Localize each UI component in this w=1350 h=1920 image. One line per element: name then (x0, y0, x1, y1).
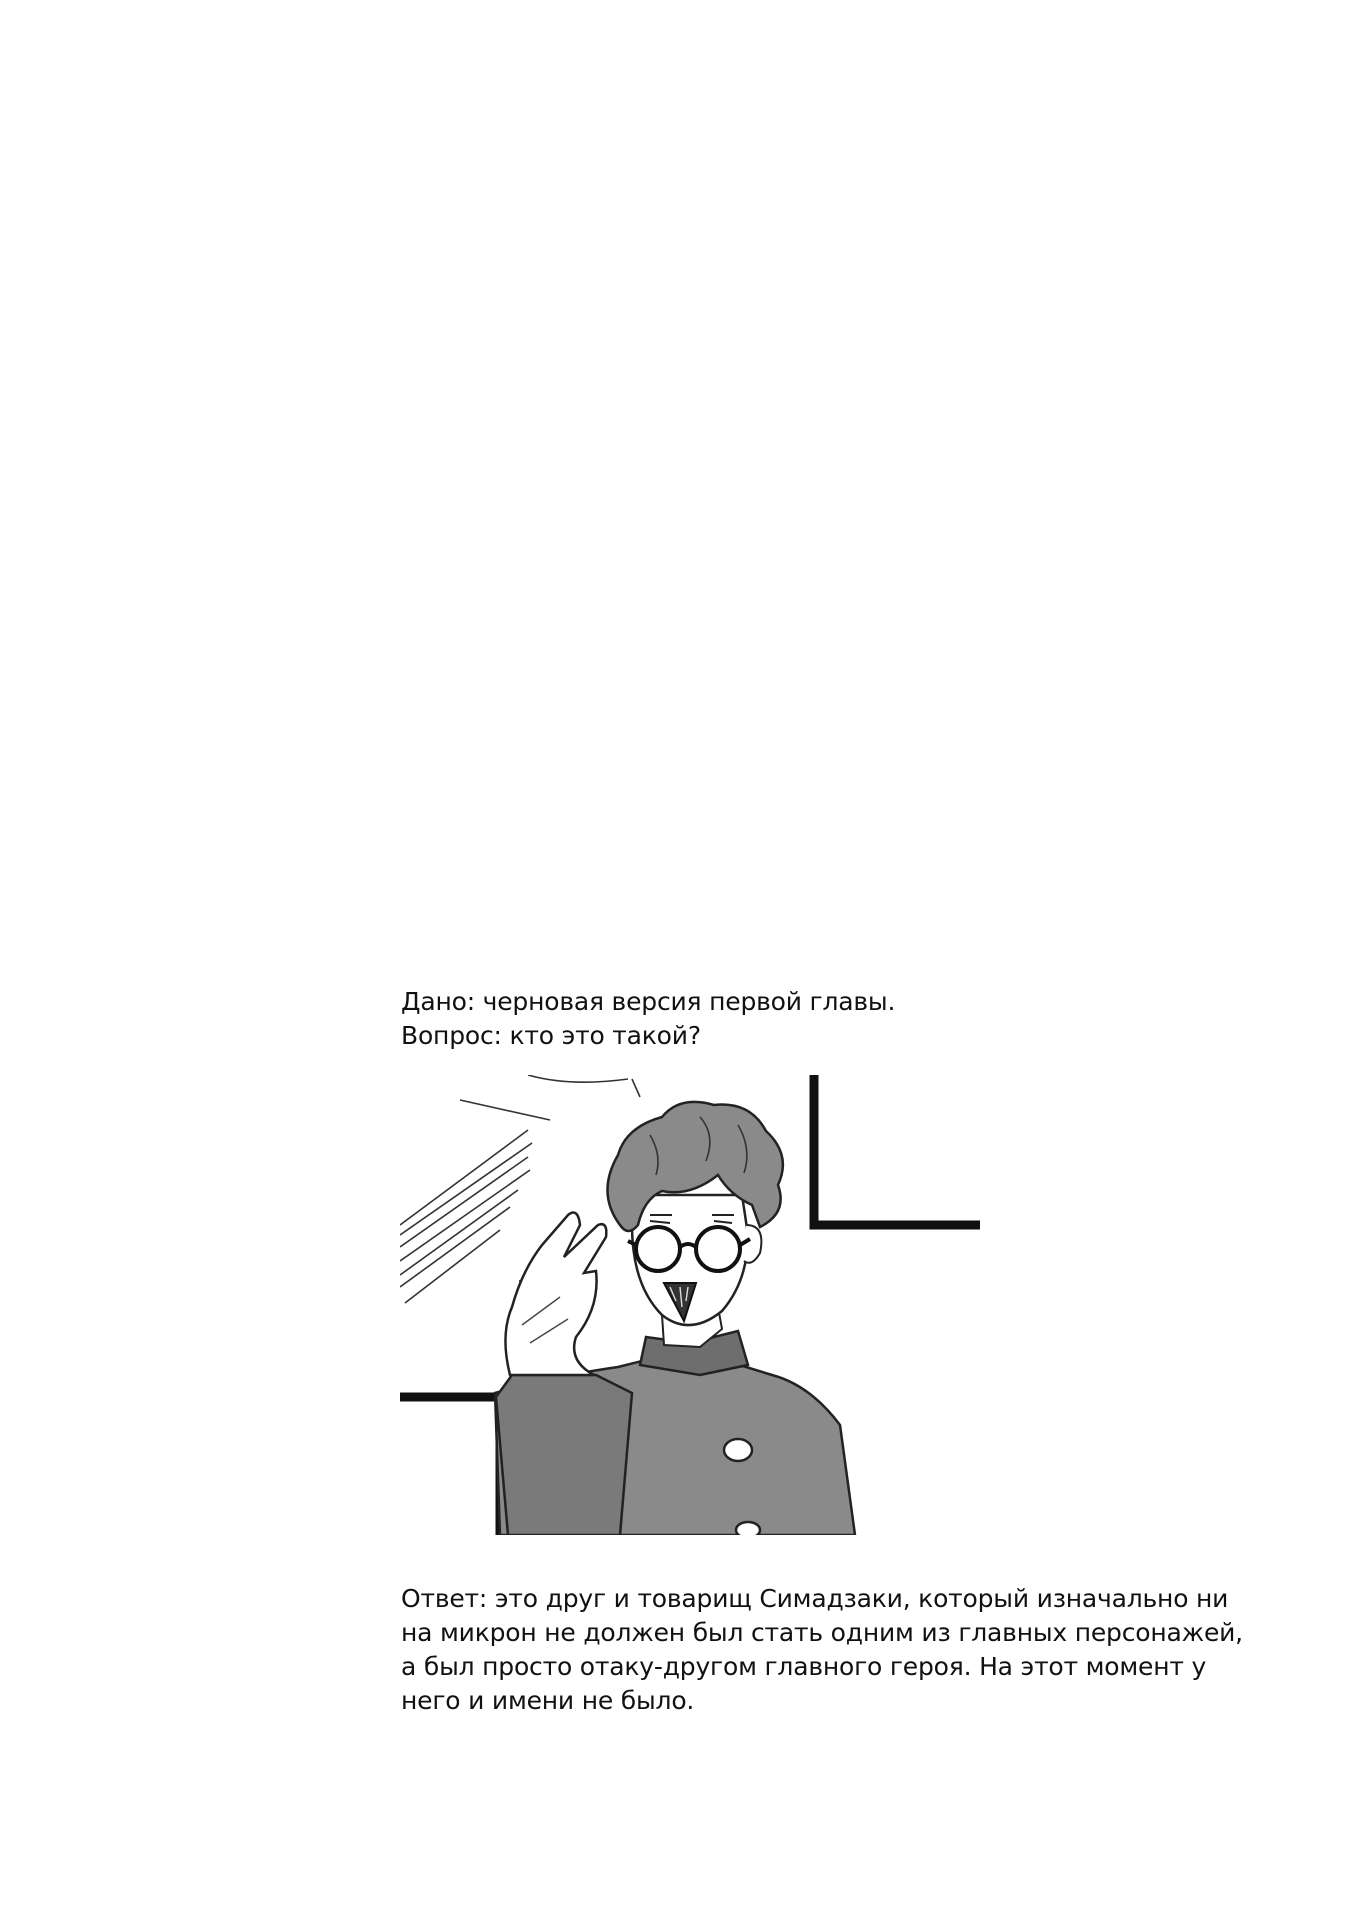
uniform-button (736, 1522, 760, 1535)
answer-line: а был просто отаку-другом главного героя. На этот момент у (401, 1652, 1207, 1681)
speed-lines (400, 1075, 640, 1303)
given-line: Дано: черновая версия первой главы. (401, 987, 896, 1016)
panel-border-top-right (814, 1075, 980, 1225)
answer-line: него и имени не было. (401, 1686, 695, 1715)
sleeve (496, 1375, 632, 1535)
character-sketch (400, 1075, 1000, 1535)
answer-text (401, 1582, 1301, 1718)
question-line: Вопрос: кто это такой? (401, 1021, 701, 1050)
panel-border-bottom-left (400, 1397, 500, 1535)
intro-text (401, 985, 1101, 1053)
saluting-hand (505, 1213, 606, 1375)
answer-line: на микрон не должен был стать одним из главных персонажей, (401, 1618, 1243, 1647)
answer-line: Ответ: это друг и товарищ Симадзаки, который изначально ни (401, 1584, 1229, 1613)
uniform-button (724, 1439, 752, 1461)
